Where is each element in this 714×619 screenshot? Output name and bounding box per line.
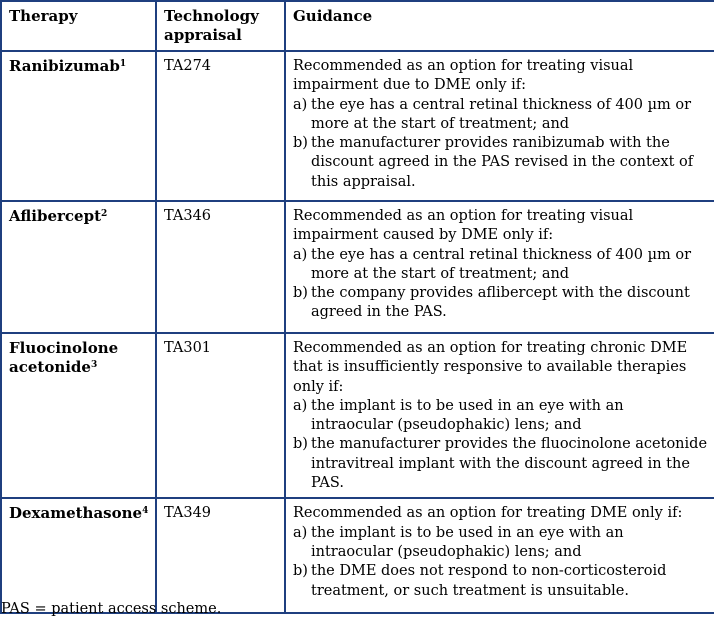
guidance-item — [293, 246, 708, 285]
item-label: a) — [293, 524, 308, 541]
item-label: a) — [293, 96, 308, 113]
table-footnote: PAS = patient access scheme. — [1, 601, 222, 617]
table-row — [1, 498, 714, 613]
footnote-marker: 4 — [142, 506, 149, 517]
item-label: b) — [293, 135, 308, 152]
guidance-intro: Recommended as an option for treating DME only if: — [293, 505, 683, 522]
guidance-item — [293, 397, 708, 436]
footnote-marker: 2 — [101, 209, 108, 219]
guidance-item — [293, 134, 708, 192]
guidance-item — [293, 524, 708, 563]
item-text: the DME does not respond to non-corticosteroid treatment, or such treatment is unsuitable. — [311, 563, 667, 599]
item-text: the manufacturer provides ranibizumab with the discount agreed in the PAS revised in the context of this appraisal. — [311, 135, 694, 190]
guidance-cell — [285, 498, 714, 613]
table-row — [1, 201, 714, 333]
guidance-intro: Recommended as an option for treating visual impairment caused by DME only if: — [293, 208, 634, 244]
item-text: the manufacturer provides the fluocinolone acetonide intravitreal implant with the discount agreed in the PAS. — [311, 436, 708, 492]
item-text: the company provides aflibercept with the discount agreed in the PAS. — [311, 285, 690, 321]
header-guidance: Guidance — [285, 1, 714, 51]
therapy-cell — [1, 333, 156, 498]
item-text: the implant is to be used in an eye with an intraocular (pseudophakic) lens; and — [311, 524, 624, 560]
therapy-name: Ranibizumab — [9, 57, 120, 75]
footnote-marker: 1 — [119, 59, 127, 69]
guidance-item — [293, 96, 708, 135]
ta-cell: TA346 — [156, 201, 285, 333]
ta-cell: TA274 — [156, 51, 285, 201]
item-text: the implant is to be used in an eye with an intraocular (pseudophakic) lens; and — [311, 397, 624, 434]
table-row — [1, 51, 714, 201]
guidance-intro: Recommended as an option for treating visual impairment due to DME only if: — [293, 58, 634, 94]
item-label: b) — [293, 436, 308, 453]
guidance-item — [293, 562, 708, 601]
ta-cell: TA349 — [156, 498, 285, 613]
therapy-name: Aflibercept — [9, 207, 102, 225]
therapy-cell — [1, 498, 156, 613]
table-row — [1, 333, 714, 498]
guidance-intro: Recommended as an option for treating chronic DME that is insufficiently responsive to available therapies only if: — [293, 340, 688, 395]
therapy-cell — [1, 51, 156, 201]
item-text: the eye has a central retinal thickness of 400 µm or more at the start of treatment; and — [311, 246, 692, 282]
item-label: b) — [293, 285, 308, 302]
header-therapy: Therapy — [1, 1, 156, 51]
item-label: a) — [293, 246, 308, 263]
guidance-item — [293, 435, 708, 493]
therapy-name: Dexamethasone — [9, 504, 143, 523]
guidance-cell — [285, 51, 714, 201]
guidance-cell — [285, 201, 714, 333]
item-text: the eye has a central retinal thickness of 400 µm or more at the start of treatment; and — [311, 96, 692, 132]
header-row — [1, 1, 714, 51]
footnote-marker: 3 — [90, 360, 98, 371]
header-technology-appraisal: Technology appraisal — [156, 1, 285, 51]
item-label: a) — [293, 397, 308, 414]
therapy-name: Fluocinolone acetonide — [9, 339, 119, 377]
ta-cell: TA301 — [156, 333, 285, 498]
therapy-cell — [1, 201, 156, 333]
item-label: b) — [293, 563, 308, 580]
guidance-cell — [285, 333, 714, 498]
guidance-item — [293, 284, 708, 323]
